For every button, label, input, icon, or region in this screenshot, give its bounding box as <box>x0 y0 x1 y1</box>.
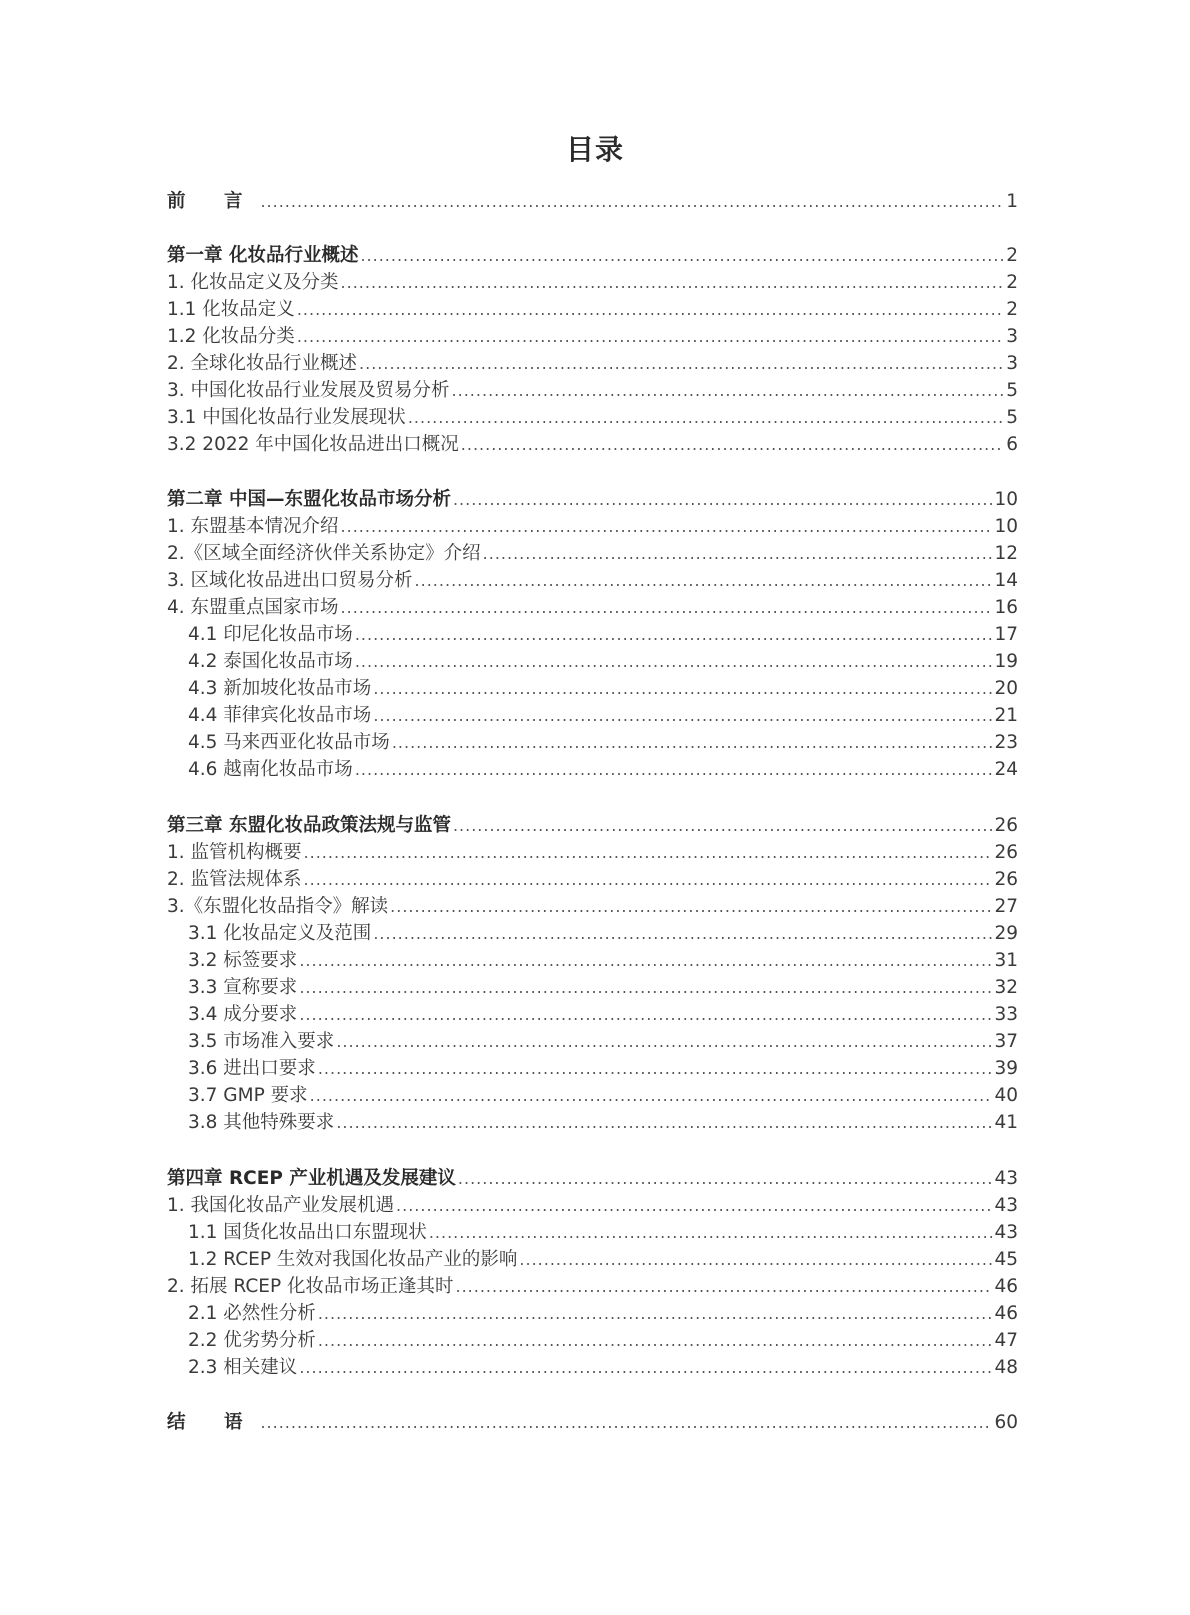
toc-chapter-entry[interactable] <box>167 487 1018 514</box>
toc-entry-page-number: 3 <box>1006 326 1018 347</box>
toc-entry[interactable] <box>167 378 1018 405</box>
toc-entry[interactable] <box>167 568 1018 595</box>
dot-leader <box>452 378 1005 404</box>
toc-entry-page-number: 31 <box>994 950 1018 971</box>
toc-entry-page-number: 10 <box>994 516 1018 537</box>
toc-entry[interactable] <box>188 948 1018 975</box>
toc-entry-page-number: 26 <box>994 815 1018 836</box>
toc-entry[interactable] <box>188 1110 1018 1137</box>
dot-leader <box>392 730 993 756</box>
toc-entry-page-number: 43 <box>994 1222 1018 1243</box>
dot-leader <box>299 948 992 974</box>
dot-leader <box>355 649 993 675</box>
dot-leader <box>318 1328 993 1354</box>
toc-entry-title: 3.3 宣称要求 <box>188 977 298 998</box>
toc-entry-title: 结 语 <box>167 1412 259 1433</box>
toc-entry-page-number: 21 <box>994 705 1018 726</box>
dot-leader <box>373 703 992 729</box>
dot-leader <box>299 975 992 1001</box>
toc-entry[interactable] <box>167 351 1018 378</box>
toc-entry-page-number: 17 <box>994 624 1018 645</box>
dot-leader <box>355 757 993 783</box>
dot-leader <box>429 1220 993 1246</box>
dot-leader <box>304 840 993 866</box>
toc-entry-page-number: 37 <box>994 1031 1018 1052</box>
dot-leader <box>461 432 1004 458</box>
toc-entry-page-number: 6 <box>1006 434 1018 455</box>
toc-entry-title: 1.2 化妆品分类 <box>167 326 295 347</box>
toc-entry-title: 4.2 泰国化妆品市场 <box>188 651 353 672</box>
toc-entry-title: 3. 中国化妆品行业发展及贸易分析 <box>167 380 450 401</box>
dot-leader <box>373 676 992 702</box>
toc-entry-page-number: 23 <box>994 732 1018 753</box>
toc-entry-page-number: 46 <box>994 1276 1018 1297</box>
toc-entry-title: 2.《区域全面经济伙伴关系协定》介绍 <box>167 543 481 564</box>
toc-entry-page-number: 46 <box>994 1303 1018 1324</box>
toc-entry-page-number: 40 <box>994 1085 1018 1106</box>
toc-entry-title: 3.1 化妆品定义及范围 <box>188 923 372 944</box>
toc-entry[interactable] <box>167 297 1018 324</box>
toc-entry-title: 2. 全球化妆品行业概述 <box>167 353 358 374</box>
toc-entry[interactable] <box>167 514 1018 541</box>
toc-entry-page-number: 3 <box>1006 353 1018 374</box>
toc-entry-page-number: 24 <box>994 759 1018 780</box>
dot-leader <box>456 1274 993 1300</box>
toc-entry-title: 前 言 <box>167 191 259 212</box>
toc-entry-title: 4.3 新加坡化妆品市场 <box>188 678 372 699</box>
toc-entry-title: 3.8 其他特殊要求 <box>188 1112 335 1133</box>
dot-leader <box>408 405 1004 431</box>
toc-entry-page-number: 33 <box>994 1004 1018 1025</box>
toc-entry-title: 第三章 东盟化妆品政策法规与监管 <box>167 815 451 836</box>
toc-entry[interactable] <box>188 730 1018 757</box>
toc-chapter-entry[interactable] <box>167 189 1018 216</box>
dot-leader <box>310 1083 993 1109</box>
toc-entry[interactable] <box>188 1328 1018 1355</box>
dot-leader <box>336 1029 992 1055</box>
toc-entry-page-number: 47 <box>994 1330 1018 1351</box>
toc-entry-title: 4.6 越南化妆品市场 <box>188 759 353 780</box>
toc-entry[interactable] <box>167 840 1018 867</box>
dot-leader <box>483 541 993 567</box>
toc-entry[interactable] <box>167 405 1018 432</box>
toc-entry[interactable] <box>188 975 1018 1002</box>
toc-entry[interactable] <box>188 676 1018 703</box>
toc-entry-page-number: 16 <box>994 597 1018 618</box>
toc-entry-title: 2.3 相关建议 <box>188 1357 298 1378</box>
toc-entry-page-number: 19 <box>994 651 1018 672</box>
toc-entry-title: 2. 监管法规体系 <box>167 869 302 890</box>
toc-entry-title: 3.1 中国化妆品行业发展现状 <box>167 407 406 428</box>
toc-entry-title: 1.1 化妆品定义 <box>167 299 295 320</box>
toc-entry[interactable] <box>167 894 1018 921</box>
toc-entry-page-number: 41 <box>994 1112 1018 1133</box>
toc-entry-page-number: 2 <box>1006 245 1018 266</box>
toc-entry[interactable] <box>167 867 1018 894</box>
toc-entry[interactable] <box>167 541 1018 568</box>
dot-leader <box>396 1193 992 1219</box>
toc-entry-title: 2.1 必然性分析 <box>188 1303 316 1324</box>
toc-entry-page-number: 48 <box>994 1357 1018 1378</box>
toc-entry-page-number: 20 <box>994 678 1018 699</box>
dot-leader <box>299 1002 992 1028</box>
toc-entry-page-number: 32 <box>994 977 1018 998</box>
dot-leader <box>318 1056 993 1082</box>
toc-entry-page-number: 26 <box>994 869 1018 890</box>
toc-entry[interactable] <box>188 1355 1018 1382</box>
dot-leader <box>519 1247 992 1273</box>
toc-entry-title: 1.1 国货化妆品出口东盟现状 <box>188 1222 427 1243</box>
toc-chapter-entry[interactable] <box>167 1166 1018 1193</box>
toc-entry[interactable] <box>188 1247 1018 1274</box>
toc-entry[interactable] <box>188 1220 1018 1247</box>
toc-chapter-entry[interactable] <box>167 1410 1018 1437</box>
dot-leader <box>260 1410 992 1436</box>
toc-entry-page-number: 2 <box>1006 272 1018 293</box>
toc-entry[interactable] <box>188 1029 1018 1056</box>
toc-entry-title: 4.1 印尼化妆品市场 <box>188 624 353 645</box>
toc-entry-title: 2. 拓展 RCEP 化妆品市场正逢其时 <box>167 1276 454 1297</box>
toc-entry[interactable] <box>188 1056 1018 1083</box>
toc-entry-title: 第一章 化妆品行业概述 <box>167 245 359 266</box>
page-title: 目录 <box>565 133 624 166</box>
dot-leader <box>458 1166 993 1192</box>
toc-entry-title: 3.2 2022 年中国化妆品进出口概况 <box>167 434 459 455</box>
toc-entry-title: 第四章 RCEP 产业机遇及发展建议 <box>167 1168 456 1189</box>
dot-leader <box>373 921 992 947</box>
toc-entry[interactable] <box>188 622 1018 649</box>
toc-entry-page-number: 60 <box>994 1412 1018 1433</box>
toc-entry[interactable] <box>188 757 1018 784</box>
toc-entry-title: 4.5 马来西亚化妆品市场 <box>188 732 390 753</box>
toc-chapter-entry[interactable] <box>167 813 1018 840</box>
toc-entry-title: 4.4 菲律宾化妆品市场 <box>188 705 372 726</box>
dot-leader <box>415 568 993 594</box>
toc-entry-title: 1. 化妆品定义及分类 <box>167 272 339 293</box>
toc-entry-page-number: 14 <box>994 570 1018 591</box>
toc-entry-title: 3.4 成分要求 <box>188 1004 298 1025</box>
dot-leader <box>318 1301 993 1327</box>
toc-entry[interactable] <box>167 1193 1018 1220</box>
dot-leader <box>453 487 993 513</box>
toc-entry-title: 1. 我国化妆品产业发展机遇 <box>167 1195 395 1216</box>
dot-leader <box>360 243 1004 269</box>
dot-leader <box>341 270 1005 296</box>
toc-entry[interactable] <box>188 703 1018 730</box>
toc-entry-page-number: 27 <box>994 896 1018 917</box>
toc-entry[interactable] <box>167 595 1018 622</box>
dot-leader <box>336 1110 992 1136</box>
toc-entry-title: 3.6 进出口要求 <box>188 1058 316 1079</box>
toc-entry-title: 3.7 GMP 要求 <box>188 1085 308 1106</box>
toc-entry-page-number: 43 <box>994 1195 1018 1216</box>
dot-leader <box>341 514 993 540</box>
toc-entry-page-number: 2 <box>1006 299 1018 320</box>
toc-entry-page-number: 39 <box>994 1058 1018 1079</box>
toc-entry[interactable] <box>188 921 1018 948</box>
toc-entry-page-number: 5 <box>1006 407 1018 428</box>
toc-entry[interactable] <box>167 270 1018 297</box>
toc-entry[interactable] <box>188 1002 1018 1029</box>
toc-entry[interactable] <box>167 432 1018 459</box>
toc-entry-page-number: 12 <box>994 543 1018 564</box>
toc-entry-title: 2.2 优劣势分析 <box>188 1330 316 1351</box>
dot-leader <box>297 297 1004 323</box>
toc-entry-page-number: 43 <box>994 1168 1018 1189</box>
toc-entry[interactable] <box>188 649 1018 676</box>
toc-entry-page-number: 10 <box>994 489 1018 510</box>
dot-leader <box>260 189 1004 215</box>
dot-leader <box>390 894 992 920</box>
dot-leader <box>355 622 993 648</box>
toc-entry[interactable] <box>188 1301 1018 1328</box>
toc-entry[interactable] <box>188 1083 1018 1110</box>
toc-entry-title: 4. 东盟重点国家市场 <box>167 597 339 618</box>
dot-leader <box>299 1355 992 1381</box>
toc-entry-title: 3.2 标签要求 <box>188 950 298 971</box>
toc-entry-page-number: 1 <box>1006 191 1018 212</box>
toc-entry-title: 3.《东盟化妆品指令》解读 <box>167 896 389 917</box>
dot-leader <box>359 351 1004 377</box>
dot-leader <box>304 867 993 893</box>
toc-chapter-entry[interactable] <box>167 243 1018 270</box>
toc-entry-page-number: 45 <box>994 1249 1018 1270</box>
dot-leader <box>453 813 993 839</box>
toc-entry-page-number: 5 <box>1006 380 1018 401</box>
toc-entry-title: 3. 区域化妆品进出口贸易分析 <box>167 570 413 591</box>
toc-entry-title: 3.5 市场准入要求 <box>188 1031 335 1052</box>
toc-entry-page-number: 26 <box>994 842 1018 863</box>
toc-entry[interactable] <box>167 324 1018 351</box>
dot-leader <box>341 595 993 621</box>
toc-entry[interactable] <box>167 1274 1018 1301</box>
dot-leader <box>297 324 1004 350</box>
toc-entry-title: 1.2 RCEP 生效对我国化妆品产业的影响 <box>188 1249 518 1270</box>
toc-entry-title: 1. 东盟基本情况介绍 <box>167 516 339 537</box>
toc-entry-page-number: 29 <box>994 923 1018 944</box>
toc-entry-title: 第二章 中国—东盟化妆品市场分析 <box>167 489 451 510</box>
toc-entry-title: 1. 监管机构概要 <box>167 842 302 863</box>
